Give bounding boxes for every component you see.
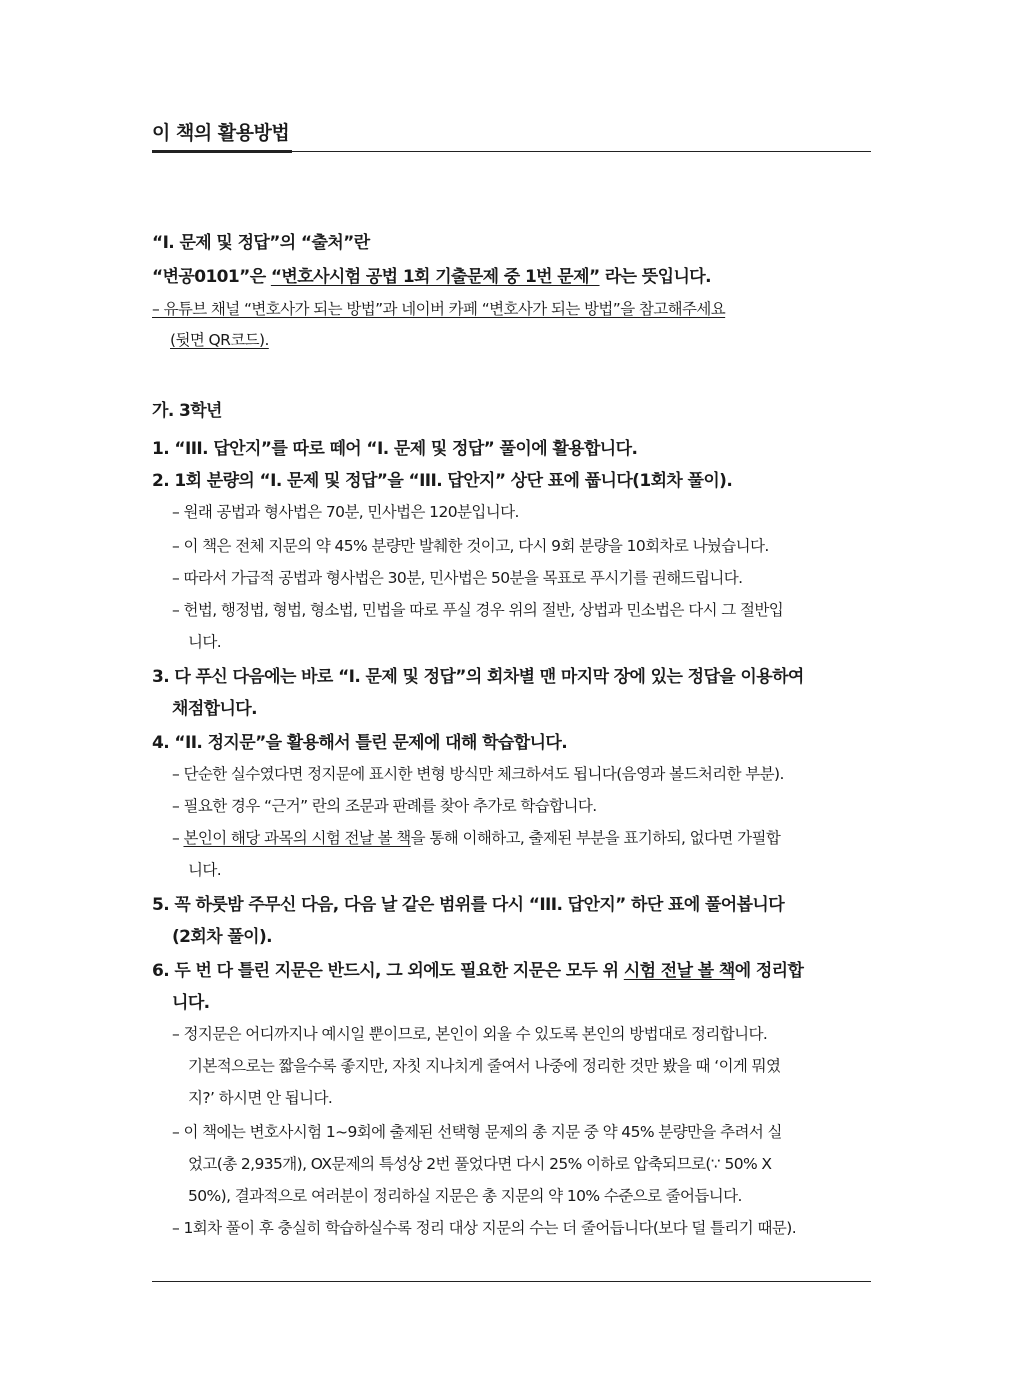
- step-6-bullet-1: – 정지문은 어디까지나 예시일 뿐이므로, 본인이 외울 수 있도록 본인의 방법대로 정리합니다.: [172, 1025, 768, 1043]
- exam-book-underlined: 본인이 해당 과목의 시험 전날 볼 책: [183, 829, 411, 847]
- step-6-text: 6. 두 번 다 틀린 지문은 반드시, 그 외에도 필요한 지문은 모두 위: [152, 961, 624, 981]
- step-6-bullet-2-cont-2: 50%), 결과적으로 여러분이 정리하실 지문은 총 지문의 약 10% 수준으로 줄어듭니다.: [188, 1187, 742, 1205]
- step-6-bullet-2-cont-1: 었고(총 2,935개), OX문제의 특성상 2번 풀었다면 다시 25% 이하로 압축되므로(∵ 50% X: [188, 1155, 772, 1173]
- step-4: 4. “II. 정지문”을 활용해서 틀린 문제에 대해 학습합니다.: [152, 733, 568, 753]
- step-6-bullet-1-cont-1: 기본적으로는 짧을수록 좋지만, 자칫 지나치게 줄여서 나중에 정리한 것만 봤을 때 ‘이게 뭐였: [188, 1057, 781, 1075]
- step-2-bullet-1: – 원래 공법과 형사법은 70분, 민사법은 120분입니다.: [172, 503, 519, 521]
- step-6-bullet-1-cont-2: 지?’ 하시면 안 됩니다.: [188, 1089, 333, 1107]
- step-2-bullet-3: – 따라서 가급적 공법과 형사법은 30분, 민사법은 50분을 목표로 푸시기를 권해드립니다.: [172, 569, 743, 587]
- step-6-bullet-2: – 이 책에는 변호사시험 1~9회에 출제된 선택형 문제의 총 지문 중 약 45% 분량만을 추려서 실: [172, 1123, 782, 1141]
- step-1: 1. “III. 답안지”를 따로 떼어 “I. 문제 및 정답” 풀이에 활용합니다.: [152, 439, 638, 459]
- source-explanation: [152, 262, 711, 287]
- step-5-cont: (2회차 풀이).: [172, 927, 273, 947]
- source-code-text: “변공0101”은: [152, 267, 271, 287]
- step-3-cont: 채점합니다.: [172, 699, 257, 719]
- step-4-bullet-2: – 필요한 경우 “근거” 란의 조문과 판례를 찾아 추가로 학습합니다.: [172, 797, 597, 815]
- step-2: 2. 1회 분량의 “I. 문제 및 정답”을 “III. 답안지” 상단 표에 풉니다(1회차 풀이).: [152, 471, 733, 491]
- step-4-bullet-3-cont: 니다.: [188, 861, 222, 879]
- step-6-suffix: 에 정리합: [734, 961, 804, 981]
- source-meaning-suffix: 라는 뜻입니다.: [599, 267, 711, 287]
- section-heading: 가. 3학년: [152, 401, 222, 421]
- footer-divider: [152, 1281, 871, 1282]
- step-6-cont: 니다.: [172, 993, 210, 1013]
- step-4-bullet-3: [172, 826, 780, 848]
- step-5: 5. 꼭 하룻밤 주무신 다음, 다음 날 같은 범위를 다시 “III. 답안지” 하단 표에 풀어봅니다: [152, 895, 785, 915]
- step-2-bullet-2: – 이 책은 전체 지문의 약 45% 분량만 발췌한 것이고, 다시 9회 분량을 10회차로 나눴습니다.: [172, 537, 769, 555]
- bullet-dash: –: [172, 829, 184, 847]
- step-6: [152, 956, 803, 981]
- source-heading: “I. 문제 및 정답”의 “출처”란: [152, 233, 370, 253]
- exam-book-underlined-2: 시험 전날 볼 책: [623, 961, 735, 981]
- step-4-bullet-1: – 단순한 실수였다면 정지문에 표시한 변형 방식만 체크하셔도 됩니다(음영과 볼드처리한 부분).: [172, 765, 784, 783]
- step-6-bullet-3: – 1회차 풀이 후 충실히 학습하실수록 정리 대상 지문의 수는 더 줄어듭니다(보다 덜 틀리기 때문).: [172, 1219, 797, 1237]
- source-meaning-underlined: “변호사시험 공법 1회 기출문제 중 1번 문제”: [270, 267, 600, 287]
- page-title: 이 책의 활용방법: [152, 122, 290, 144]
- reference-note-qr: (뒷면 QR코드).: [170, 331, 269, 349]
- step-3: 3. 다 푸신 다음에는 바로 “I. 문제 및 정답”의 회차별 맨 마지막 장에 있는 정답을 이용하여: [152, 667, 804, 687]
- title-underline-accent: [152, 150, 292, 153]
- step-4-bullet-3-rest: 을 통해 이해하고, 출제된 부분을 표기하되, 없다면 가필합: [410, 829, 781, 847]
- reference-note: – 유튜브 채널 “변호사가 되는 방법”과 네이버 카페 “변호사가 되는 방법”을 참고해주세요: [152, 300, 726, 318]
- step-2-bullet-4-cont: 니다.: [188, 633, 222, 651]
- step-2-bullet-4: – 헌법, 행정법, 형법, 형소법, 민법을 따로 푸실 경우 위의 절반, 상법과 민소법은 다시 그 절반입: [172, 601, 784, 619]
